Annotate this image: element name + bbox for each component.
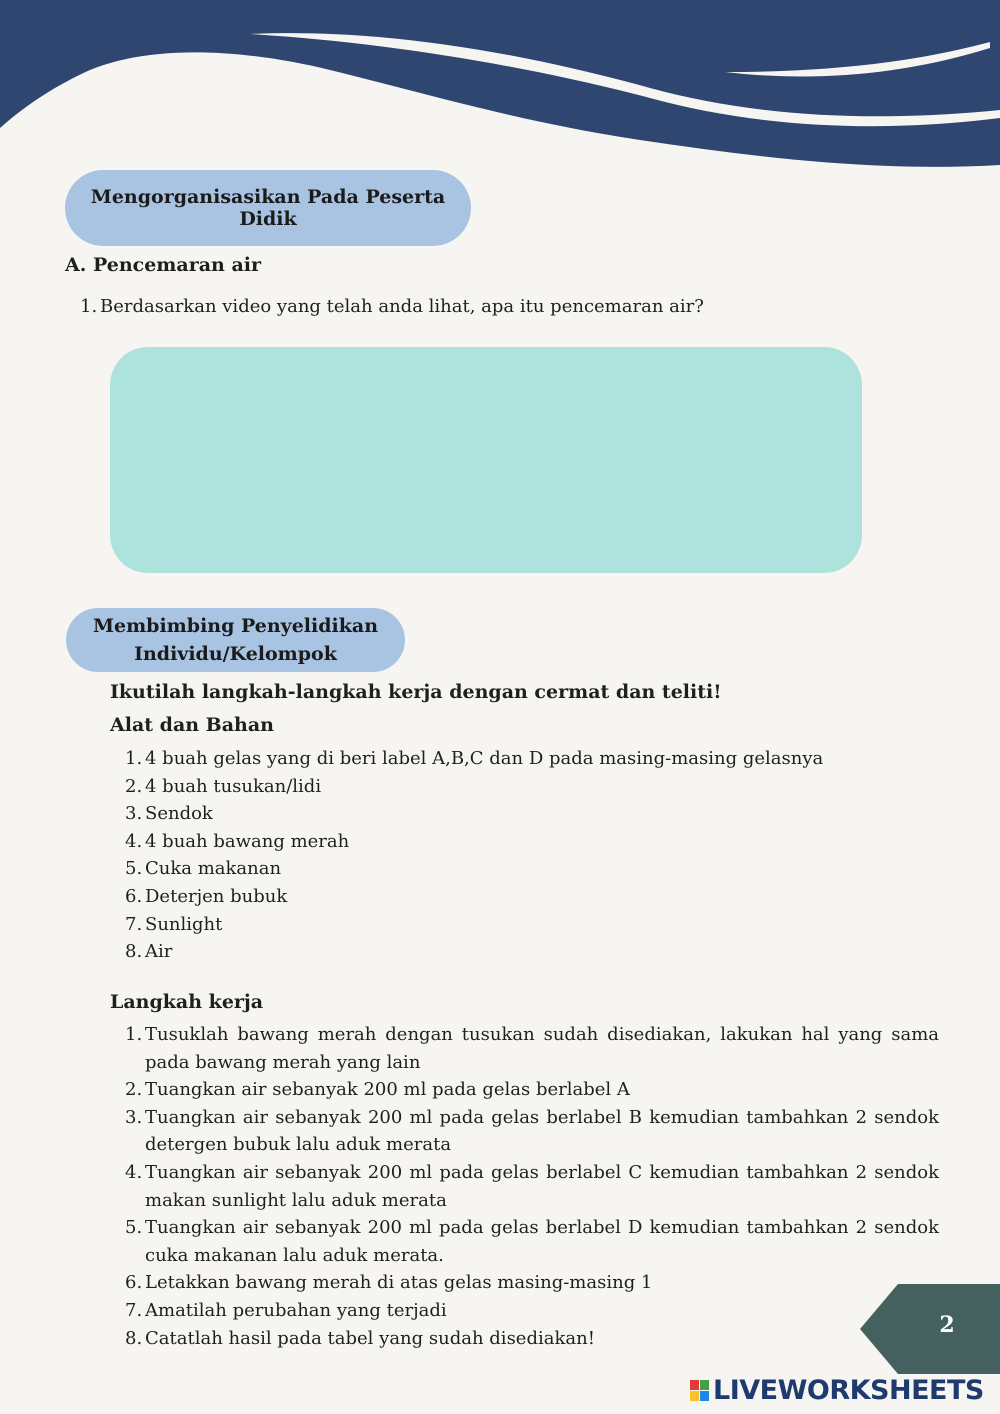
list-item: 1. 4 buah gelas yang di beri label A,B,C dan D pada masing-masing gelasnya xyxy=(125,748,824,769)
materials-heading: Alat dan Bahan xyxy=(110,714,274,736)
logo-text: LIVEWORKSHEETS xyxy=(713,1374,984,1406)
page-number: 2 xyxy=(939,1312,955,1338)
pill-line-1: Membimbing Penyelidikan xyxy=(92,615,379,637)
list-item: 3. Tuangkan air sebanyak 200 ml pada gelas berlabel B kemudian tambahkan 2 sendok detergen bubuk lalu aduk merata xyxy=(125,1106,939,1156)
list-item: 6. Deterjen bubuk xyxy=(125,885,288,907)
list-item: 7. Sunlight xyxy=(125,913,223,935)
list-item: 4. Tuangkan air sebanyak 200 ml pada gelas berlabel C kemudian tambahkan 2 sendok makan sunlight lalu aduk merata xyxy=(125,1161,939,1211)
question-text: Berdasarkan video yang telah anda lihat, apa itu pencemaran air? xyxy=(100,296,704,317)
list-item: 7. Amatilah perubahan yang terjadi xyxy=(125,1299,447,1321)
section-pill-organize xyxy=(65,170,471,246)
heading-water-pollution: A. Pencemaran air xyxy=(65,254,262,276)
list-item: 3. Sendok xyxy=(125,803,213,825)
list-item: 2. 4 buah tusukan/lidi xyxy=(125,775,322,797)
question-number: 1. xyxy=(80,296,98,317)
logo-grid-icon xyxy=(690,1380,709,1401)
list-item: 8. Catatlah hasil pada tabel yang sudah disediakan! xyxy=(125,1327,595,1349)
section-pill-investigation xyxy=(66,608,405,672)
answer-input-box[interactable] xyxy=(110,347,862,573)
steps-heading: Langkah kerja xyxy=(110,991,264,1013)
list-item: 2. Tuangkan air sebanyak 200 ml pada gelas berlabel A xyxy=(125,1079,630,1101)
list-item: 4. 4 buah bawang merah xyxy=(125,830,350,852)
logo-square xyxy=(700,1391,709,1401)
dark-wave xyxy=(0,0,1000,167)
instruction-text: Ikutilah langkah-langkah kerja dengan cermat dan teliti! xyxy=(110,681,722,703)
header-wave-decoration xyxy=(0,0,1000,180)
pill-label: Mengorganisasikan Pada Peserta Didik xyxy=(90,186,446,230)
list-item: 5. Tuangkan air sebanyak 200 ml pada gelas berlabel D kemudian tambahkan 2 sendok cuka makanan lalu aduk merata. xyxy=(125,1217,939,1266)
list-item: 8. Air xyxy=(125,941,173,963)
steps-list xyxy=(110,1021,939,1352)
materials-list xyxy=(110,745,823,966)
pill-line-2: Individu/Kelompok xyxy=(134,643,337,665)
list-item: 1. Tusuklah bawang merah dengan tusukan sudah disediakan, lakukan hal yang sama pada bawang merah yang lain xyxy=(125,1024,939,1073)
logo-square xyxy=(690,1391,699,1401)
liveworksheets-logo xyxy=(690,1374,984,1406)
logo-square xyxy=(700,1380,709,1390)
logo-square xyxy=(690,1380,699,1390)
list-item: 5. Cuka makanan xyxy=(125,858,282,880)
list-item: 6. Letakkan bawang merah di atas gelas masing-masing 1 xyxy=(125,1272,653,1294)
